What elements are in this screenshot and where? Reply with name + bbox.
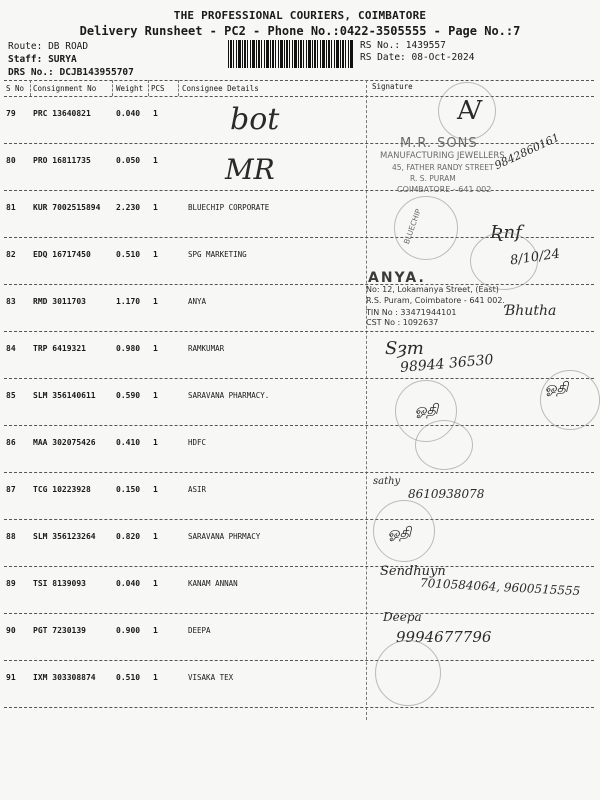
col-divider (30, 80, 31, 96)
cell-weight: 0.040 (116, 579, 141, 588)
handwritten-signature: Sȝm (385, 338, 424, 359)
cell-consignee: ANYA (188, 297, 207, 306)
cell-pcs: 1 (153, 626, 158, 635)
cell-sno: 91 (6, 673, 16, 682)
cell-sno: 79 (6, 109, 16, 118)
handwritten-name: Deepa (383, 610, 422, 624)
drs-label: DRS No.: (8, 67, 54, 78)
cell-sno: 85 (6, 391, 16, 400)
table-row (0, 379, 600, 426)
handwritten-phone: 98944 36530 (399, 351, 495, 377)
cell-sno: 87 (6, 485, 16, 494)
cell-consignee: KANAM ANNAN (188, 579, 238, 588)
cell-consignment: TCG 10223928 (33, 485, 91, 494)
round-stamp (375, 640, 441, 706)
cell-consignment: MAA 302075426 (33, 438, 96, 447)
cell-consignment: SLM 356140611 (33, 391, 96, 400)
cell-consignment: RMD 3011703 (33, 297, 86, 306)
bluechip-stamp-text: BLUECHIP (401, 207, 423, 246)
table-row (0, 473, 600, 520)
col-weight: Weight (116, 84, 144, 93)
col-consignee: Consignee Details (182, 84, 259, 93)
staff-label: Staff: (8, 54, 43, 65)
handwritten-signature: ஓதி (415, 402, 439, 418)
handwritten-signature: bot (230, 102, 280, 137)
cell-consignment: PGT 7230139 (33, 626, 86, 635)
cell-pcs: 1 (153, 156, 158, 165)
rs-date-label: RS Date: (360, 52, 406, 63)
cell-consignee: HDFC (188, 438, 207, 447)
handwritten-date: 8/10/24 (509, 246, 561, 269)
cell-consignment: PRO 16811735 (33, 156, 91, 165)
cell-weight: 0.410 (116, 438, 141, 447)
route-value: DB ROAD (48, 41, 89, 52)
cell-pcs: 1 (153, 297, 158, 306)
drs-info (8, 67, 134, 78)
anya-stamp: TIN No : 33471944101 (366, 308, 457, 317)
cell-pcs: 1 (153, 203, 158, 212)
cell-sno: 81 (6, 203, 16, 212)
cell-consignee: SARAVANA PHRMACY (188, 532, 261, 541)
cell-consignee: DEEPA (188, 626, 211, 635)
cell-sno: 80 (6, 156, 16, 165)
cell-consignee: RAMKUMAR (188, 344, 225, 353)
runsheet-subtitle: Delivery Runsheet - PC2 - Phone No.:0422-3505555 - Page No.:7 (79, 24, 521, 38)
cell-weight: 0.900 (116, 626, 141, 635)
cell-consignment: TRP 6419321 (33, 344, 86, 353)
cell-weight: 0.590 (116, 391, 141, 400)
cell-pcs: 1 (153, 344, 158, 353)
cell-consignment: SLM 356123264 (33, 532, 96, 541)
cell-consignment: EDQ 16717450 (33, 250, 91, 259)
cell-weight: 0.050 (116, 156, 141, 165)
handwritten-phone: 7010584064, 9600515555 (419, 575, 581, 599)
handwritten-name: sathy (373, 476, 401, 487)
shop-stamp: MANUFACTURING JEWELLERS (380, 151, 505, 161)
cell-pcs: 1 (153, 438, 158, 447)
anya-stamp: ANYA. (368, 270, 426, 286)
cell-weight: 0.820 (116, 532, 141, 541)
header-rule-top (4, 80, 594, 81)
cell-weight: 0.510 (116, 673, 141, 682)
cell-weight: 0.510 (116, 250, 141, 259)
handwritten-signature: ஓதி (388, 525, 412, 541)
table-row (0, 426, 600, 473)
barcode (228, 40, 354, 68)
row-divider (4, 707, 594, 708)
handwritten-signature: MR (225, 153, 275, 186)
handwritten-signature: Ɓhutha (505, 303, 557, 319)
anya-stamp: CST No : 1092637 (366, 318, 439, 327)
shop-stamp: M.R. SONS (400, 136, 478, 151)
handwritten-signature: ஓதி (545, 380, 569, 396)
cell-pcs: 1 (153, 532, 158, 541)
cell-consignment: PRC 13640821 (33, 109, 91, 118)
cell-sno: 82 (6, 250, 16, 259)
pharmacy-stamp (540, 370, 600, 430)
cell-pcs: 1 (153, 485, 158, 494)
cell-sno: 84 (6, 344, 16, 353)
table-row (0, 332, 600, 379)
cell-weight: 0.040 (116, 109, 141, 118)
route-label: Route: (8, 41, 43, 52)
col-consignment: Consignment No (33, 84, 97, 93)
cell-consignee: VISAKA TEX (188, 673, 234, 682)
rs-no-info (360, 40, 446, 51)
cell-pcs: 1 (153, 673, 158, 682)
handwritten-phone: 9994677796 (396, 628, 492, 646)
cell-weight: 0.980 (116, 344, 141, 353)
cell-weight: 1.170 (116, 297, 141, 306)
cell-pcs: 1 (153, 391, 158, 400)
route-info (8, 41, 88, 52)
anya-stamp: R.S. Puram, Coimbatore - 641 002. (366, 296, 505, 305)
cell-pcs: 1 (153, 579, 158, 588)
cell-weight: 0.150 (116, 485, 141, 494)
handwritten-phone: 9842860161 (492, 130, 562, 173)
handwritten-signature: Ʀnf (490, 222, 522, 243)
col-divider (148, 80, 149, 96)
cell-pcs: 1 (153, 109, 158, 118)
round-stamp (415, 420, 473, 470)
cell-consignee: SARAVANA PHARMACY. (188, 391, 270, 400)
col-divider (112, 80, 113, 96)
staff-info (8, 54, 77, 65)
cell-consignment: KUR 7002515894 (33, 203, 101, 212)
col-signature: Signature (372, 82, 413, 91)
handwritten-name: Sendhuyn (380, 564, 446, 579)
rs-date-info (360, 52, 474, 63)
col-pcs: PCS (151, 84, 165, 93)
shop-stamp: R. S. PURAM (410, 174, 456, 183)
company-title: THE PROFESSIONAL COURIERS, COIMBATORE (173, 9, 427, 22)
shop-stamp: COIMBATORE - 641 002 (397, 185, 492, 194)
table-row (0, 520, 600, 567)
cell-sno: 90 (6, 626, 16, 635)
handwritten-phone: 8610938078 (408, 487, 485, 501)
bluechip-stamp (394, 196, 458, 260)
cell-consignment: TSI 8139093 (33, 579, 86, 588)
cell-sno: 83 (6, 297, 16, 306)
staff-value: SURYA (48, 54, 77, 65)
cell-consignee: ASIR (188, 485, 207, 494)
cell-pcs: 1 (153, 250, 158, 259)
shop-stamp: 45, FATHER RANDY STREET (392, 163, 494, 172)
table-row (0, 97, 600, 144)
table-row (0, 614, 600, 661)
cell-sno: 88 (6, 532, 16, 541)
handwritten-mark: Ꜹ (457, 96, 483, 126)
rs-no-label: RS No.: (360, 40, 401, 51)
cell-consignee: BLUECHIP CORPORATE (188, 203, 270, 212)
cell-weight: 2.230 (116, 203, 141, 212)
drs-value: DCJB143955707 (59, 67, 134, 78)
cell-sno: 86 (6, 438, 16, 447)
rs-date-value: 08-Oct-2024 (411, 52, 475, 63)
cell-consignee: SPG MARKETING (188, 250, 247, 259)
col-sno: S No (6, 84, 25, 93)
table-row (0, 661, 600, 708)
cell-sno: 89 (6, 579, 16, 588)
rs-no-value: 1439557 (405, 40, 446, 51)
col-divider (178, 80, 179, 96)
anya-stamp: No: 12, Lokamanya Street, (East) (366, 285, 499, 294)
cell-consignment: IXM 303308874 (33, 673, 96, 682)
